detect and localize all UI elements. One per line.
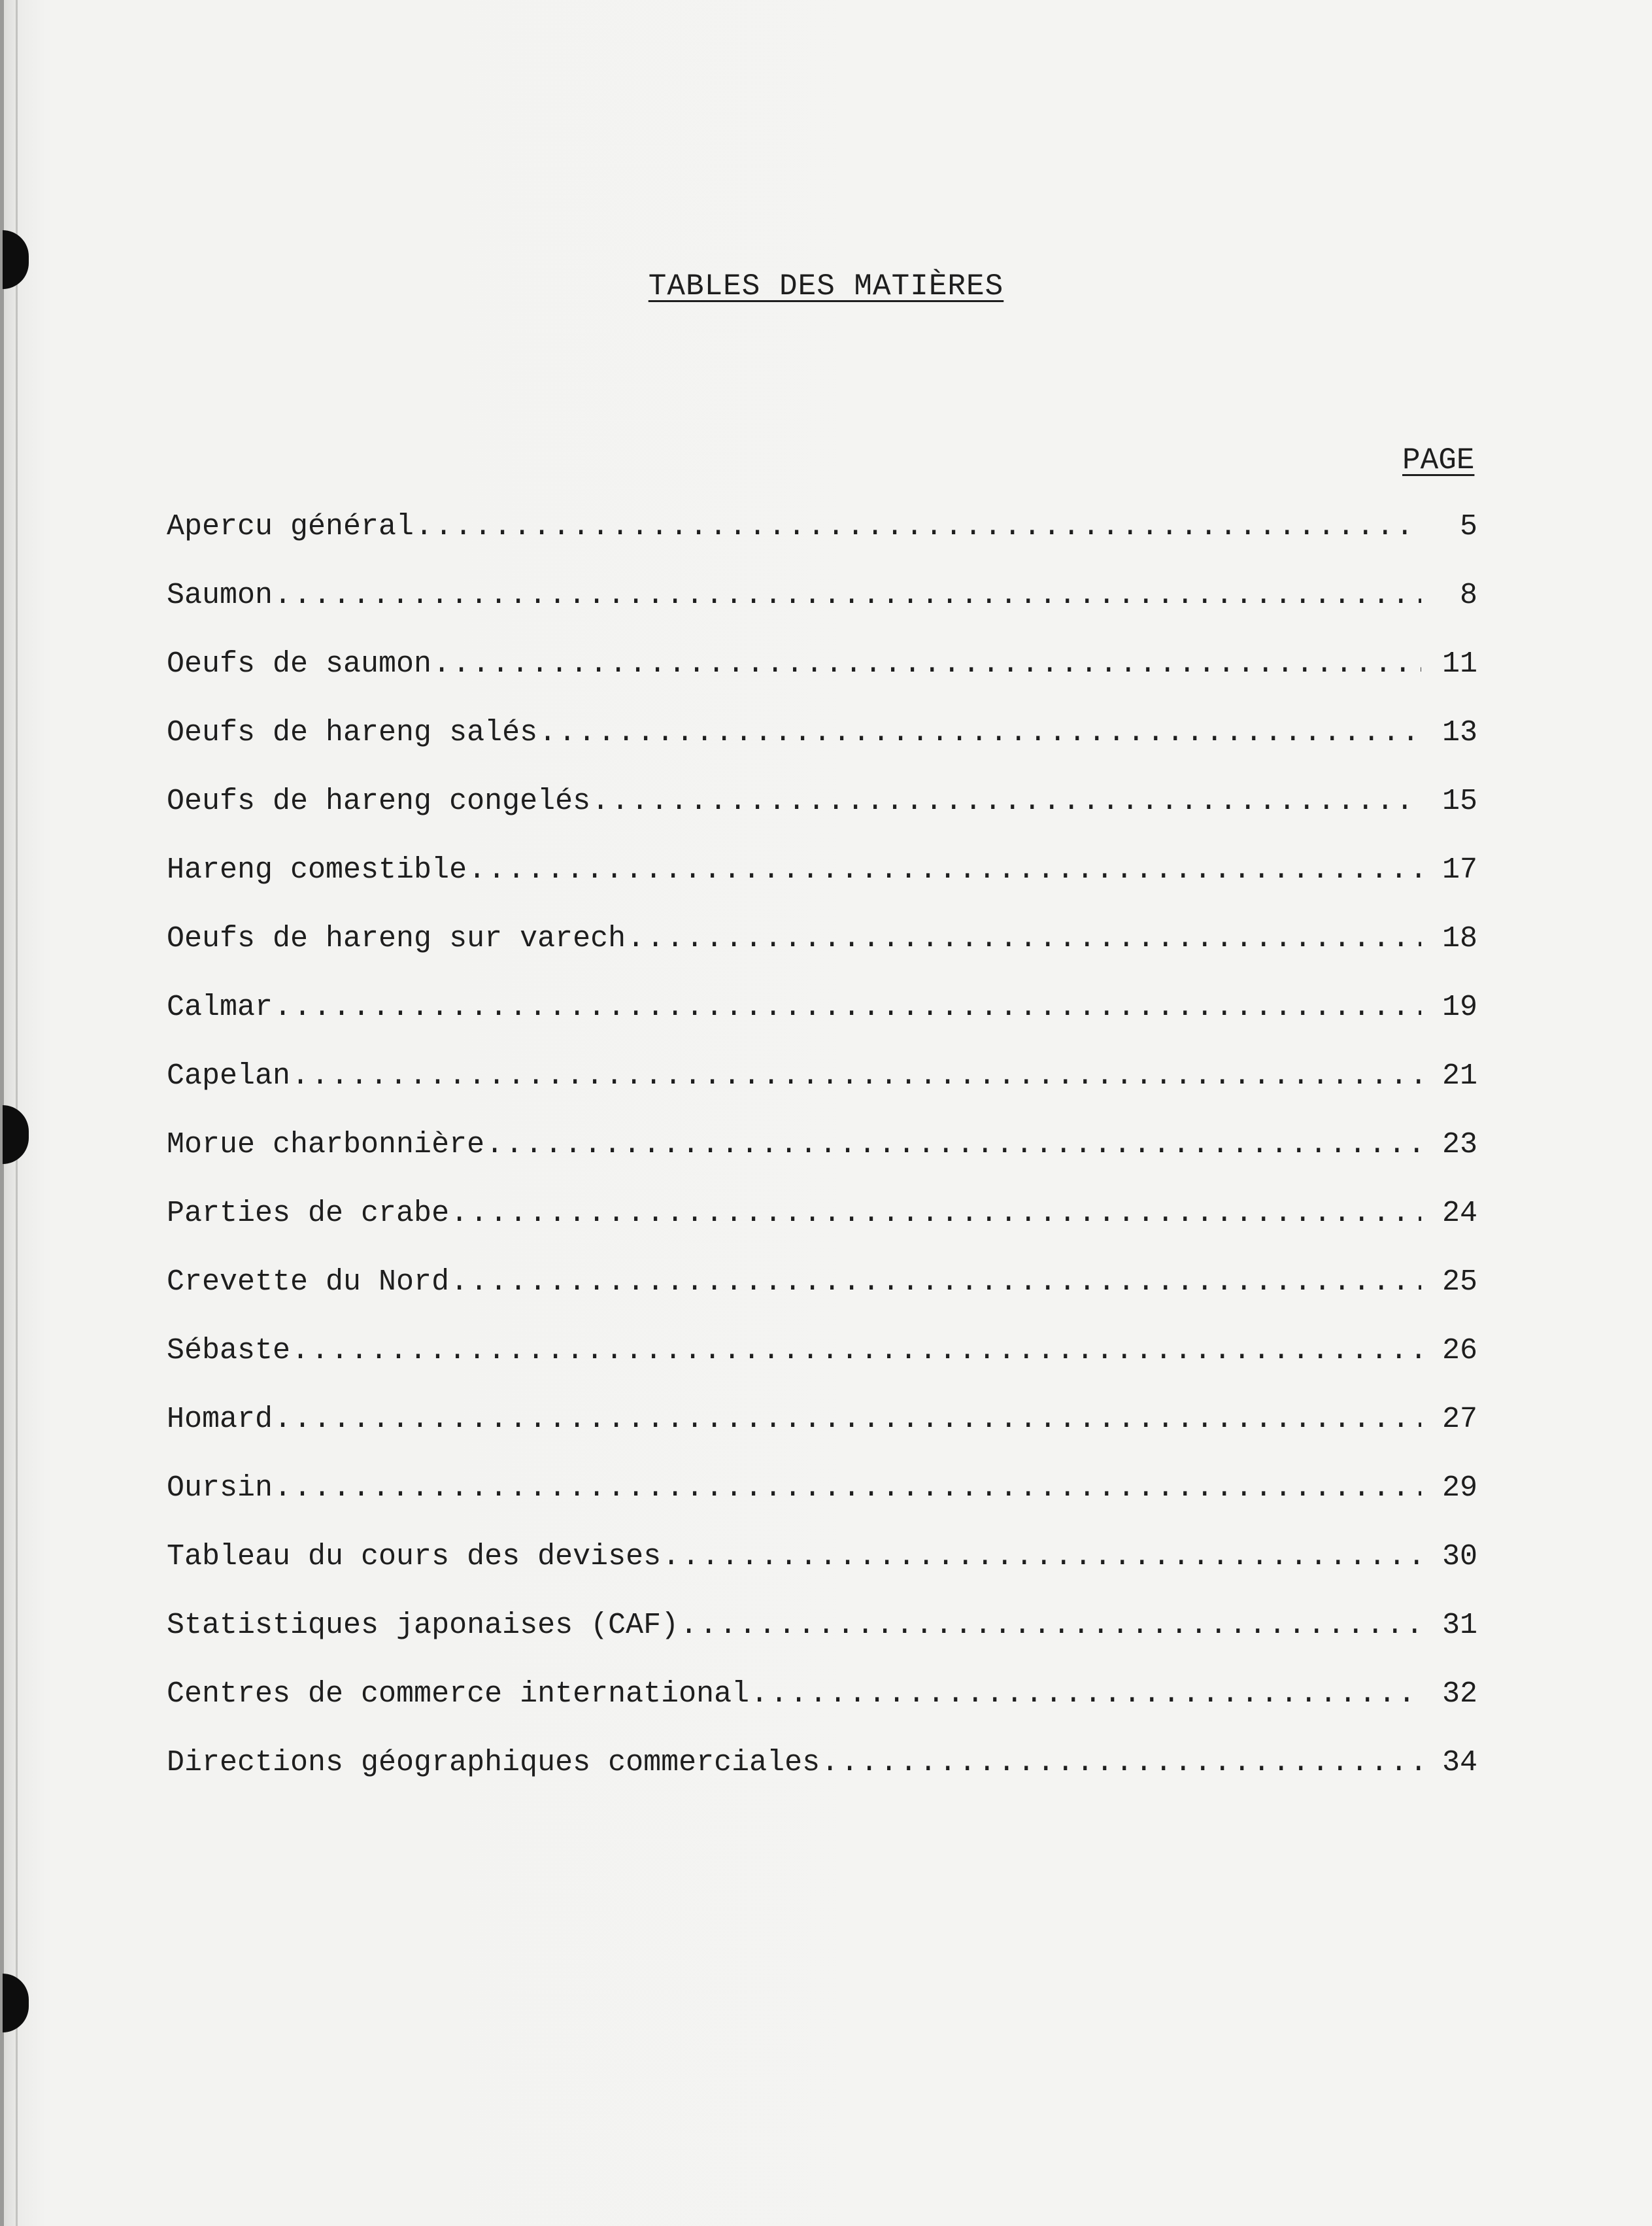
toc-entry-page-number: 32 xyxy=(1441,1677,1477,1711)
page-column-header: PAGE xyxy=(1402,443,1475,477)
toc-entry xyxy=(167,1540,1477,1609)
toc-entry-label: Morue charbonnière xyxy=(167,1128,485,1161)
toc-entry-page-number: 17 xyxy=(1441,853,1477,887)
toc-entry xyxy=(167,1471,1477,1540)
toc-entry-page-number: 26 xyxy=(1441,1334,1477,1367)
punch-hole-bottom xyxy=(3,1974,29,2032)
toc-entry-page-number: 18 xyxy=(1441,922,1477,955)
toc-entry-label: Statistiques japonaises (CAF) xyxy=(167,1609,679,1642)
toc-entry xyxy=(167,785,1477,853)
toc-dot-leader xyxy=(274,579,1421,612)
toc-entry xyxy=(167,1059,1477,1128)
toc-entry-label: Oeufs de hareng salés xyxy=(167,716,538,749)
toc-title: TABLES DES MATIÈRES xyxy=(648,269,1004,303)
toc-entry xyxy=(167,991,1477,1059)
toc-dot-leader xyxy=(450,1265,1421,1299)
toc-dot-leader xyxy=(274,991,1421,1024)
toc-dot-leader xyxy=(433,647,1421,681)
toc-entry-page-number: 5 xyxy=(1459,510,1477,543)
toc-entry xyxy=(167,716,1477,785)
toc-entry-page-number: 25 xyxy=(1441,1265,1477,1299)
toc-entry-page-number: 29 xyxy=(1441,1471,1477,1505)
toc-entry-page-number: 27 xyxy=(1441,1403,1477,1436)
toc-entry-label: Apercu général xyxy=(167,510,414,543)
toc-dot-leader xyxy=(450,1197,1421,1230)
toc-entry-page-number: 30 xyxy=(1441,1540,1477,1573)
toc-entry xyxy=(167,1265,1477,1334)
toc-entry-label: Hareng comestible xyxy=(167,853,467,887)
toc-entry xyxy=(167,1609,1477,1677)
toc-dot-leader xyxy=(274,1471,1421,1505)
toc-entry xyxy=(167,1334,1477,1403)
toc-dot-leader xyxy=(274,1403,1421,1436)
toc-entry-page-number: 24 xyxy=(1441,1197,1477,1230)
toc-entry-label: Saumon xyxy=(167,579,273,612)
toc-dot-leader xyxy=(680,1609,1421,1642)
toc-dot-leader xyxy=(486,1128,1421,1161)
toc-entry-label: Tableau du cours des devises xyxy=(167,1540,662,1573)
toc-entry xyxy=(167,1403,1477,1471)
toc-entry-label: Oeufs de saumon xyxy=(167,647,432,681)
toc-dot-leader xyxy=(292,1334,1421,1367)
toc-entry xyxy=(167,1746,1477,1815)
toc-dot-leader xyxy=(821,1746,1421,1779)
toc-entry-label: Capelan xyxy=(167,1059,291,1093)
punch-hole-middle xyxy=(3,1105,29,1164)
toc-dot-leader xyxy=(750,1677,1421,1711)
toc-entry-label: Centres de commerce international xyxy=(167,1677,750,1711)
toc-entry-label: Crevette du Nord xyxy=(167,1265,450,1299)
toc-entry-label: Oeufs de hareng sur varech xyxy=(167,922,626,955)
toc-dot-leader xyxy=(292,1059,1421,1093)
toc-entry xyxy=(167,647,1477,716)
toc-entry-label: Directions géographiques commerciales xyxy=(167,1746,820,1779)
toc-entry xyxy=(167,853,1477,922)
toc-entry xyxy=(167,579,1477,647)
toc-entry-page-number: 34 xyxy=(1441,1746,1477,1779)
toc-entry-label: Parties de crabe xyxy=(167,1197,450,1230)
toc-entry-page-number: 8 xyxy=(1459,579,1477,612)
toc-entry xyxy=(167,1197,1477,1265)
toc-dot-leader xyxy=(662,1540,1421,1573)
toc-entry-page-number: 19 xyxy=(1441,991,1477,1024)
toc-dot-leader xyxy=(539,716,1421,749)
toc-entry xyxy=(167,1128,1477,1197)
table-of-contents xyxy=(167,510,1477,1818)
toc-entry-label: Oeufs de hareng congelés xyxy=(167,785,591,818)
toc-dot-leader xyxy=(627,922,1421,955)
toc-entry-label: Oursin xyxy=(167,1471,273,1505)
toc-entry-label: Sébaste xyxy=(167,1334,291,1367)
toc-entry-page-number: 11 xyxy=(1441,647,1477,681)
toc-dot-leader xyxy=(415,510,1421,543)
toc-entry-page-number: 15 xyxy=(1441,785,1477,818)
toc-entry xyxy=(167,510,1477,579)
toc-entry-page-number: 13 xyxy=(1441,716,1477,749)
toc-dot-leader xyxy=(592,785,1421,818)
toc-entry-label: Calmar xyxy=(167,991,273,1024)
toc-entry-label: Homard xyxy=(167,1403,273,1436)
toc-entry xyxy=(167,1677,1477,1746)
toc-entry-page-number: 23 xyxy=(1441,1128,1477,1161)
toc-dot-leader xyxy=(468,853,1421,887)
toc-entry-page-number: 31 xyxy=(1441,1609,1477,1642)
toc-entry-page-number: 21 xyxy=(1441,1059,1477,1093)
toc-entry xyxy=(167,922,1477,991)
